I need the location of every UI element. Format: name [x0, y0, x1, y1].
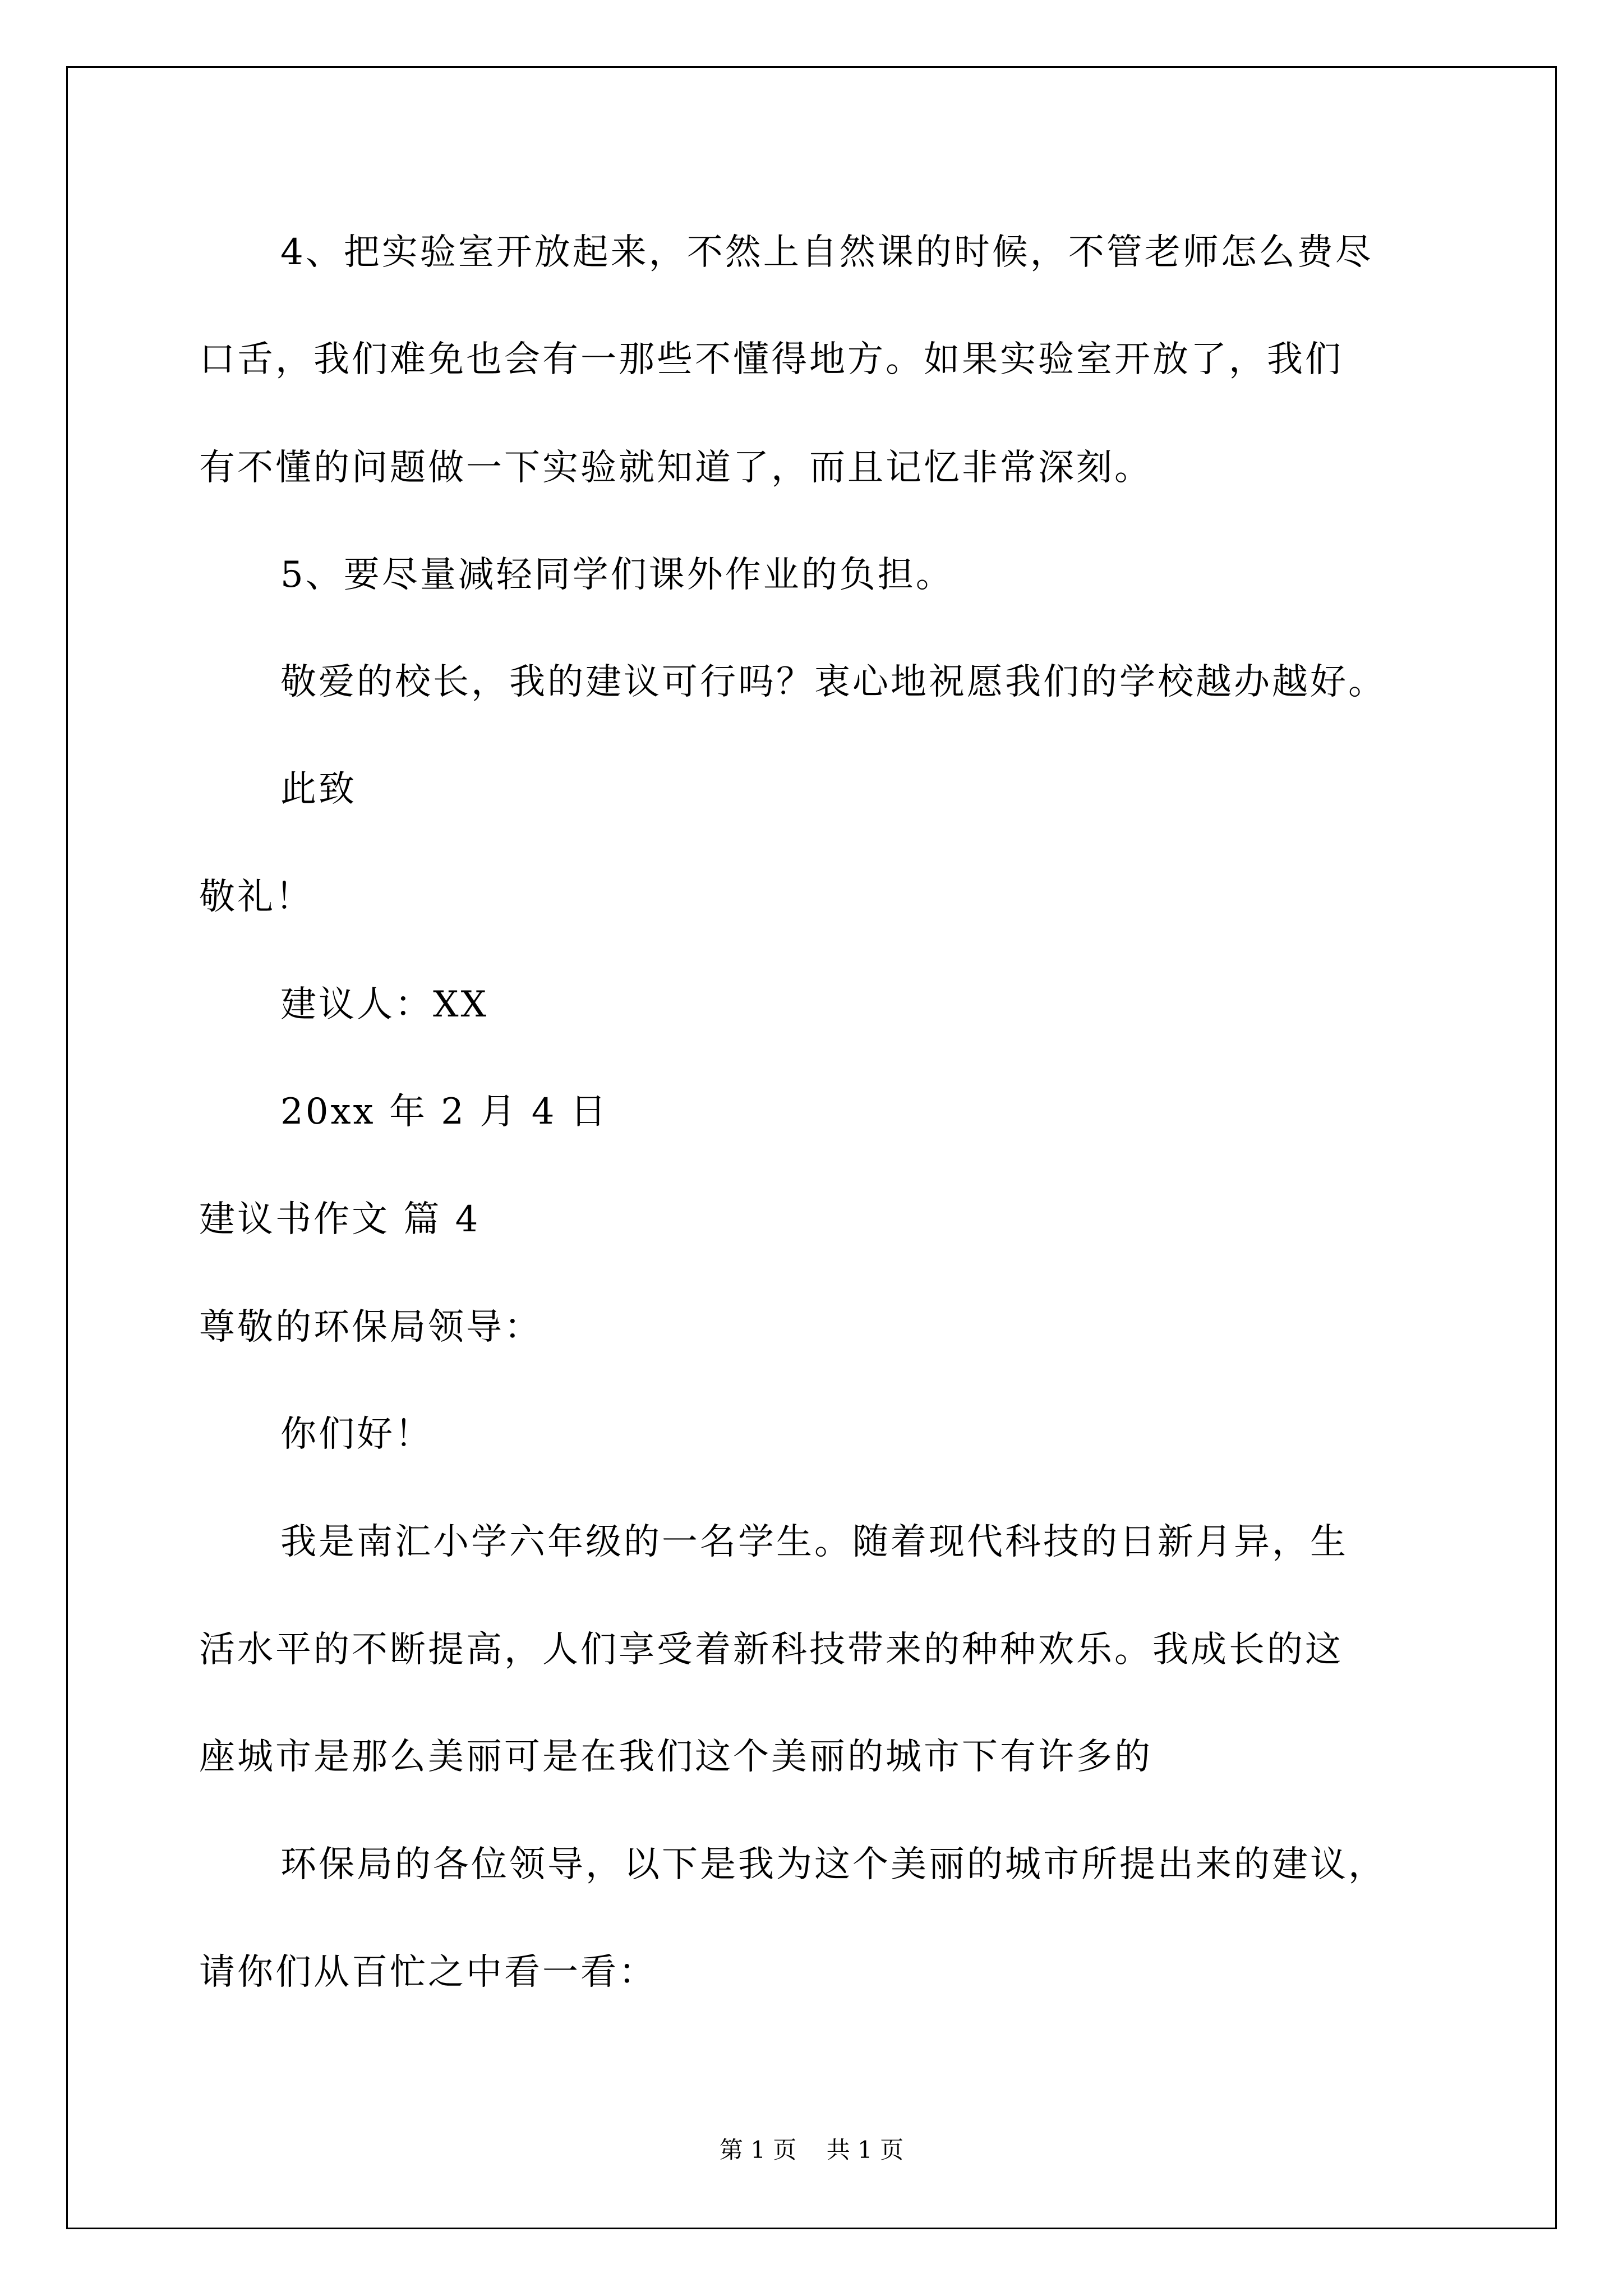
date-line: 20xx 年 2 月 4 日 [280, 1091, 608, 1133]
section-heading: 建议书作文 篇 4 [199, 1199, 481, 1240]
paragraph-line: 活水平的不断提高，人们享受着新科技带来的种种欢乐。我成长的这 [199, 1629, 1343, 1671]
paragraph-line: 座城市是那么美丽可是在我们这个美丽的城市下有许多的 [199, 1736, 1152, 1778]
paragraph-line: 我是南汇小学六年级的一名学生。随着现代科技的日新月异，生 [280, 1521, 1348, 1563]
paragraph-line: 有不懂的问题做一下实验就知道了，而且记忆非常深刻。 [199, 447, 1152, 489]
paragraph-line: 你们好！ [280, 1414, 433, 1455]
closing-phrase: 此致 [280, 769, 357, 810]
paragraph-line: 敬爱的校长，我的建议可行吗？衷心地祝愿我们的学校越办越好。 [280, 661, 1386, 703]
salutation-line: 敬礼！ [199, 876, 313, 918]
page-footer: 第 1 页 共 1 页 [719, 2136, 904, 2164]
paragraph-line: 环保局的各位领导，以下是我为这个美丽的城市所提出来的建议， [280, 1844, 1386, 1885]
paragraph-line: 5、要尽量减轻同学们课外作业的负担。 [280, 554, 954, 596]
paragraph-line: 口舌，我们难免也会有一那些不懂得地方。如果实验室开放了，我们 [199, 339, 1343, 380]
paragraph-line: 4、把实验室开放起来，不然上自然课的时候，不管老师怎么费尽 [280, 232, 1373, 273]
greeting-line: 尊敬的环保局领导： [199, 1306, 542, 1348]
signature-line: 建议人：XX [280, 984, 489, 1025]
page-border [66, 66, 1557, 2229]
paragraph-line: 请你们从百忙之中看一看： [199, 1952, 657, 1993]
